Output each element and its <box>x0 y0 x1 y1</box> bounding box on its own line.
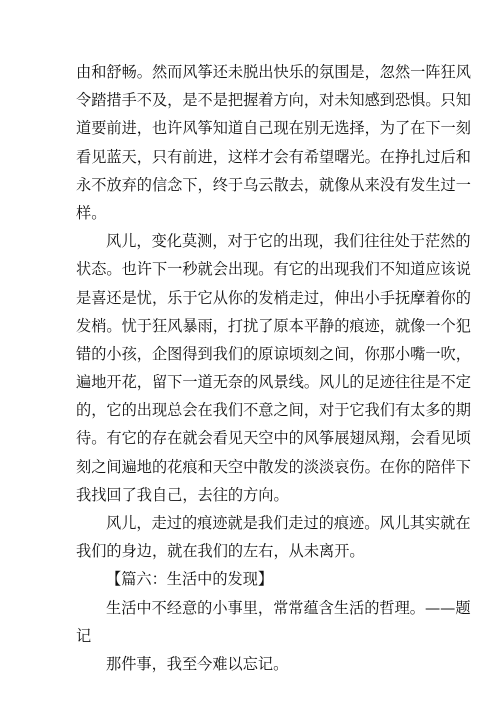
paragraph-1 <box>76 58 471 227</box>
text-line: 待。有它的存在就会看见天空中的风筝展翅凤翔，会看见顷 <box>76 429 471 448</box>
text-line: 由和舒畅。然而风筝还未脱出快乐的氛围是，忽然一阵狂风 <box>76 63 471 81</box>
text-line: 令踏措手不及，是不是把握着方向，对未知感到恐惧。只知 <box>76 91 471 110</box>
text-line: 我找回了我自己，去往的方向。 <box>76 485 289 504</box>
text-line: 的，它的出现总会在我们不意之间，对于它我们有太多的期 <box>76 401 471 420</box>
section-title: 【篇六：生活中的发现】 <box>106 570 274 589</box>
text-line: 风儿，变化莫测，对于它的出现，我们往往处于茫然的 <box>106 232 471 251</box>
text-line: 道要前进，也许风筝知道自己现在别无选择，为了在下一刻 <box>76 119 471 138</box>
text-line: 错的小孩，企图得到我们的原谅顷刻之间，你那小嘴一吹， <box>76 344 471 363</box>
text-line: 看见蓝天，只有前进，这样才会有希望曙光。在挣扎过后和 <box>76 147 471 166</box>
text-line: 那件事，我至今难以忘记。 <box>106 654 289 673</box>
body-text <box>76 58 471 678</box>
text-line: 状态。也许下一秒就会出现。有它的出现我们不知道应该说 <box>76 260 471 279</box>
text-line: 是喜还是忧，乐于它从你的发梢走过，伸出小手抚摩着你的 <box>76 288 471 307</box>
paragraph-6 <box>76 650 428 678</box>
text-line: 遍地开花，留下一道无奈的风景线。风儿的足迹往往是不定 <box>76 373 471 392</box>
text-line: 记 <box>76 626 92 645</box>
text-line: 风儿，走过的痕迹就是我们走过的痕迹。风儿其实就在 <box>106 514 471 532</box>
text-line: 我们的身边，就在我们的左右，从未离开。 <box>76 542 365 561</box>
section-heading <box>76 565 428 593</box>
text-line: 样。 <box>76 203 107 222</box>
paragraph-2 <box>76 227 471 509</box>
paragraph-epigraph <box>76 594 471 650</box>
text-line: 发梢。忧于狂风暴雨，打扰了原本平静的痕迹，就像一个犯 <box>76 316 471 335</box>
text-line: 永不放弃的信念下，终于乌云散去，就像从来没有发生过一 <box>76 175 471 194</box>
text-line: 刻之间遍地的花痕和天空中散发的淡淡哀伤。在你的陪伴下 <box>76 457 471 476</box>
paragraph-3 <box>76 509 471 565</box>
text-line: 生活中不经意的小事里，常常蕴含生活的哲理。——题 <box>106 598 471 617</box>
